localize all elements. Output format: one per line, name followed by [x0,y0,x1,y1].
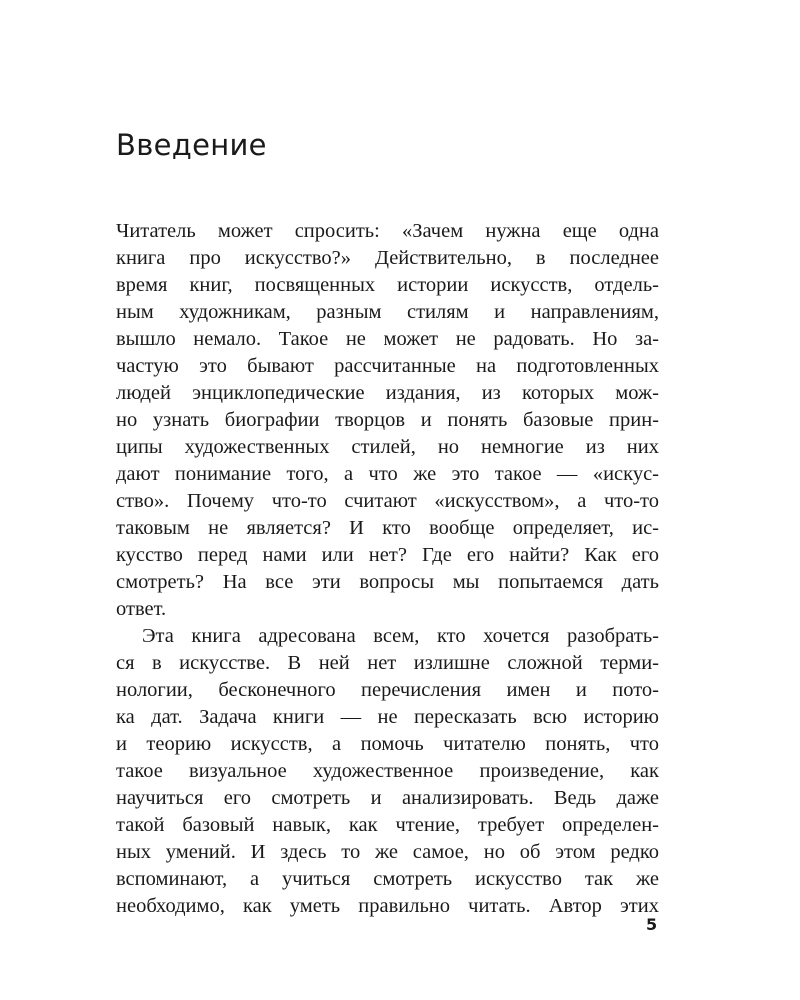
text-line: ка дат. Задача книги — не пересказать всю историю [116,706,659,728]
text-line: дают понимание того, а что же это такое — «искус- [116,463,659,485]
text-line: такой базовый навык, как чтение, требует определен- [116,814,659,836]
text-line: ных умений. И здесь то же самое, но об этом редко [116,841,659,863]
text-line: кусство перед нами или нет? Где его найти? Как его [116,544,659,566]
text-line: книга про искусство?» Действительно, в последнее [116,247,659,269]
text-line: научиться его смотреть и анализировать. Ведь даже [116,787,659,809]
chapter-title: Введение [116,128,267,162]
text-line: таковым не является? И кто вообще определяет, ис- [116,517,659,539]
text-line: время книг, посвященных истории искусств, отдель- [116,274,659,296]
text-line: необходимо, как уметь правильно читать. Автор этих [116,895,659,917]
text-line: Эта книга адресована всем, кто хочется разобрать- [142,625,659,647]
text-line: частую это бывают рассчитанные на подготовленных [116,355,659,377]
page-number: 5 [646,915,658,934]
text-line: но узнать биографии творцов и понять базовые прин- [116,409,659,431]
text-line: Читатель может спросить: «Зачем нужна еще одна [116,220,659,242]
body-text [116,218,659,920]
text-line: ным художникам, разным стилям и направлениям, [116,301,659,323]
text-line: ответ. [116,598,167,620]
text-line: такое визуальное художественное произведение, как [116,760,659,782]
text-line: смотреть? На все эти вопросы мы попытаемся дать [116,571,659,593]
text-line: ство». Почему что-то считают «искусством», а что-то [116,490,659,512]
text-line: и теорию искусств, а помочь читателю понять, что [116,733,659,755]
text-line: вспоминают, а учиться смотреть искусство так же [116,868,659,890]
text-line: ципы художественных стилей, но немногие из них [116,436,659,458]
text-line: нологии, бесконечного перечисления имен и пото- [116,679,659,701]
text-line: людей энциклопедические издания, из которых мож- [116,382,659,404]
text-line: вышло немало. Такое не может не радовать. Но за- [116,328,659,350]
text-line: ся в искусстве. В ней нет излишне сложной терми- [116,652,659,674]
